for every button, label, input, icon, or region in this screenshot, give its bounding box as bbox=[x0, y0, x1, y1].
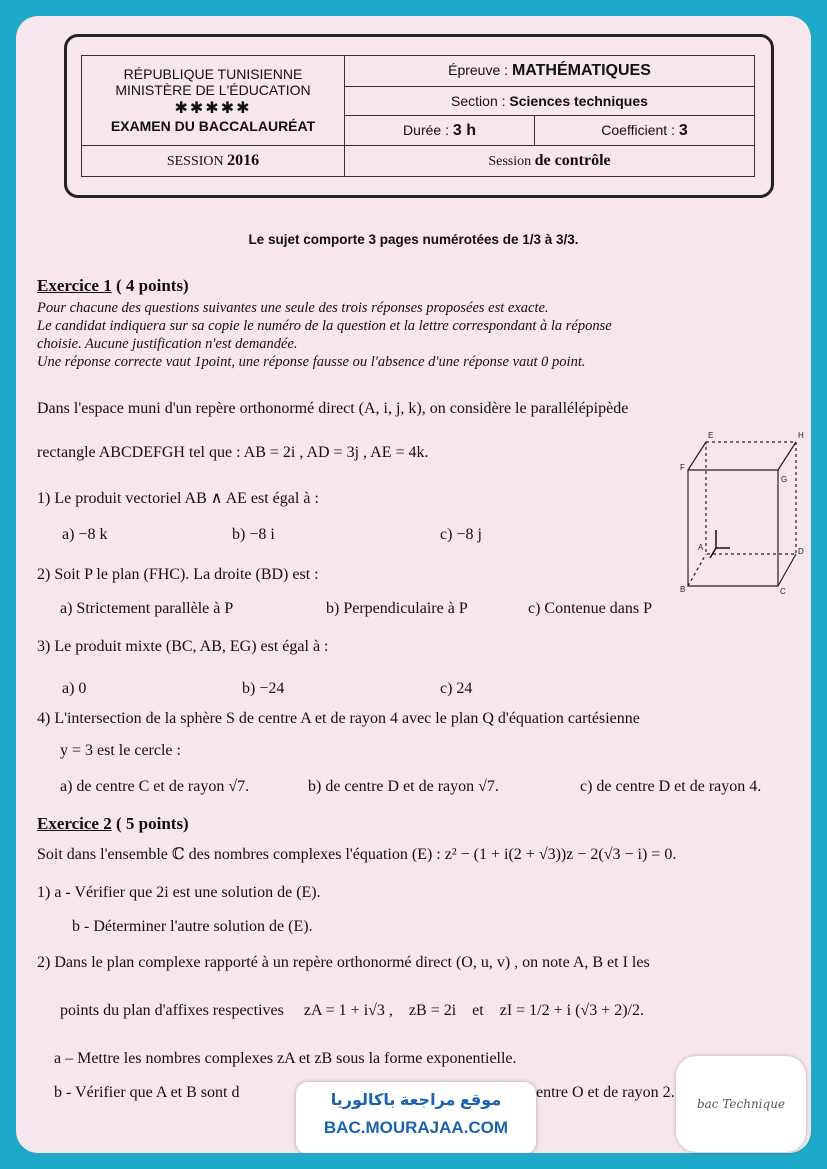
duree-cell bbox=[345, 116, 535, 145]
ex1-q2-c: c) Contenue dans P bbox=[528, 600, 652, 617]
site-badge[interactable] bbox=[296, 1082, 536, 1153]
ex2-zA: zA = 1 + i√3 , bbox=[303, 1002, 393, 1019]
ex2-q1a: 1) a - Vérifier que 2i est une solution de (E). bbox=[37, 884, 321, 901]
epreuve-value: MATHÉMATIQUES bbox=[511, 62, 651, 80]
ex1-q2-b: b) Perpendiculaire à P bbox=[326, 600, 468, 617]
ex1-q4: 4) L'intersection de la sphère S de centre A et de rayon 4 avec le plan Q d'équation cartésienne bbox=[37, 710, 640, 727]
label-C: C bbox=[780, 587, 786, 596]
ex1-title bbox=[37, 276, 189, 296]
ex2-q2: 2) Dans le plan complexe rapporté à un repère orthonormé direct (O, u, v) , on note A, B et I les bbox=[37, 954, 650, 971]
ex2-zB: zB = 2i bbox=[408, 1002, 457, 1019]
ex1-intro1: Dans l'espace muni d'un repère orthonormé direct (A, i, j, k), on considère le parallélépipède bbox=[37, 400, 629, 417]
label-B: B bbox=[680, 585, 686, 594]
duree-label: Durée : bbox=[403, 121, 449, 138]
session-type-cell bbox=[345, 145, 755, 176]
section-label: Section : bbox=[451, 93, 506, 110]
ex2-q2b-pre: points du plan d'affixes respectives bbox=[60, 1002, 284, 1019]
institution-block bbox=[82, 56, 345, 146]
vector-i-arrow bbox=[710, 548, 716, 558]
coef-label: Coefficient : bbox=[601, 121, 675, 138]
label-G: G bbox=[781, 475, 788, 484]
session-type-value: de contrôle bbox=[534, 151, 611, 169]
label-D: D bbox=[798, 547, 804, 556]
section-value: Sciences techniques bbox=[509, 93, 648, 110]
stars-decoration: ✱✱✱✱✱ bbox=[174, 100, 252, 118]
ex2-title-text: Exercice 2 bbox=[37, 814, 112, 833]
ex1-instr4: Une réponse correcte vaut 1point, une réponse fausse ou l'absence d'une réponse vaut 0 point. bbox=[37, 354, 586, 370]
ex1-q1-b: b) −8 i bbox=[232, 526, 275, 543]
parallelepiped-figure bbox=[666, 426, 806, 596]
site-badge-url[interactable]: BAC.MOURAJAA.COM bbox=[323, 1118, 509, 1137]
ex2-affixes bbox=[60, 1002, 644, 1020]
ministry: MINISTÈRE DE L'ÉDUCATION bbox=[115, 82, 311, 99]
ex1-q3-b: b) −24 bbox=[242, 680, 285, 697]
ex1-q1-c: c) −8 j bbox=[440, 526, 482, 543]
ex2-et: et bbox=[472, 1002, 484, 1019]
ex1-q1-a: a) −8 k bbox=[62, 526, 108, 543]
session-type-label: Session bbox=[488, 153, 532, 169]
epreuve-label: Épreuve : bbox=[448, 62, 509, 79]
ex1-q4-plane: y = 3 est le cercle : bbox=[60, 742, 181, 759]
ex2-title bbox=[37, 814, 189, 834]
exam-header bbox=[64, 34, 774, 198]
back-face-hidden bbox=[706, 442, 796, 554]
section-cell bbox=[345, 87, 755, 116]
ex1-q3-a: a) 0 bbox=[62, 680, 87, 697]
epreuve-cell bbox=[345, 56, 755, 87]
ex2-q2b-end: entre O et de rayon 2. bbox=[536, 1084, 675, 1101]
label-E: E bbox=[708, 431, 714, 440]
ex1-q2: 2) Soit P le plan (FHC). La droite (BD) est : bbox=[37, 566, 319, 583]
ex1-q4-a: a) de centre C et de rayon √7. bbox=[60, 778, 250, 795]
duree-value: 3 h bbox=[452, 121, 476, 139]
page-count-note: Le sujet comporte 3 pages numérotées de 1/3 à 3/3. bbox=[248, 232, 579, 247]
ex2-q2b: b - Vérifier que A et B sont d bbox=[54, 1084, 240, 1101]
ex1-points: ( 4 points) bbox=[115, 276, 189, 295]
ex1-q4-c: c) de centre D et de rayon 4. bbox=[580, 778, 762, 795]
front-face bbox=[688, 470, 778, 586]
exam-name: EXAMEN DU BACCALAURÉAT bbox=[110, 118, 316, 135]
ex2-zI: zI = 1/2 + i (√3 + 2)/2. bbox=[499, 1002, 644, 1019]
corner-logo: bac Technique bbox=[676, 1056, 806, 1152]
ex1-q4-b: b) de centre D et de rayon √7. bbox=[308, 778, 499, 795]
ex1-instr2: Le candidat indiquera sur sa copie le numéro de la question et la lettre correspondant à la réponse bbox=[37, 318, 612, 334]
ex1-q1: 1) Le produit vectoriel AB ∧ AE est égal à : bbox=[37, 490, 319, 507]
ex1-instr3: choisie. Aucune justification n'est demandée. bbox=[37, 336, 298, 352]
ex2-points: ( 5 points) bbox=[115, 814, 189, 833]
ex1-intro2: rectangle ABCDEFGH tel que : AB = 2i , AD = 3j , AE = 4k. bbox=[37, 444, 429, 461]
ex1-q3-c: c) 24 bbox=[440, 680, 473, 697]
ex2-intro: Soit dans l'ensemble ℂ des nombres complexes l'équation (E) : z² − (1 + i(2 + √3))z − 2(√3 − i) = 0. bbox=[37, 846, 677, 863]
site-badge-arabic: موقع مراجعة باكالوريا bbox=[330, 1092, 502, 1109]
session-year: 2016 bbox=[227, 151, 260, 169]
ex1-q2-a: a) Strictement parallèle à P bbox=[60, 600, 234, 617]
label-F: F bbox=[680, 463, 685, 472]
session-label: SESSION bbox=[166, 153, 224, 169]
coef-value: 3 bbox=[678, 121, 688, 139]
ex2-q2a: a – Mettre les nombres complexes zA et zB sous la forme exponentielle. bbox=[54, 1050, 517, 1067]
ex2-q1b: b - Déterminer l'autre solution de (E). bbox=[72, 918, 313, 935]
session-cell bbox=[82, 145, 345, 176]
ex1-title-text: Exercice 1 bbox=[37, 276, 112, 295]
country: RÉPUBLIQUE TUNISIENNE bbox=[123, 66, 303, 83]
label-H: H bbox=[798, 431, 804, 440]
coef-cell bbox=[535, 116, 755, 145]
ex1-q3: 3) Le produit mixte (BC, AB, EG) est égal à : bbox=[37, 638, 329, 655]
label-A: A bbox=[698, 543, 704, 552]
exam-page bbox=[16, 16, 811, 1153]
ex1-instr1: Pour chacune des questions suivantes une seule des trois réponses proposées est exacte. bbox=[37, 300, 549, 316]
